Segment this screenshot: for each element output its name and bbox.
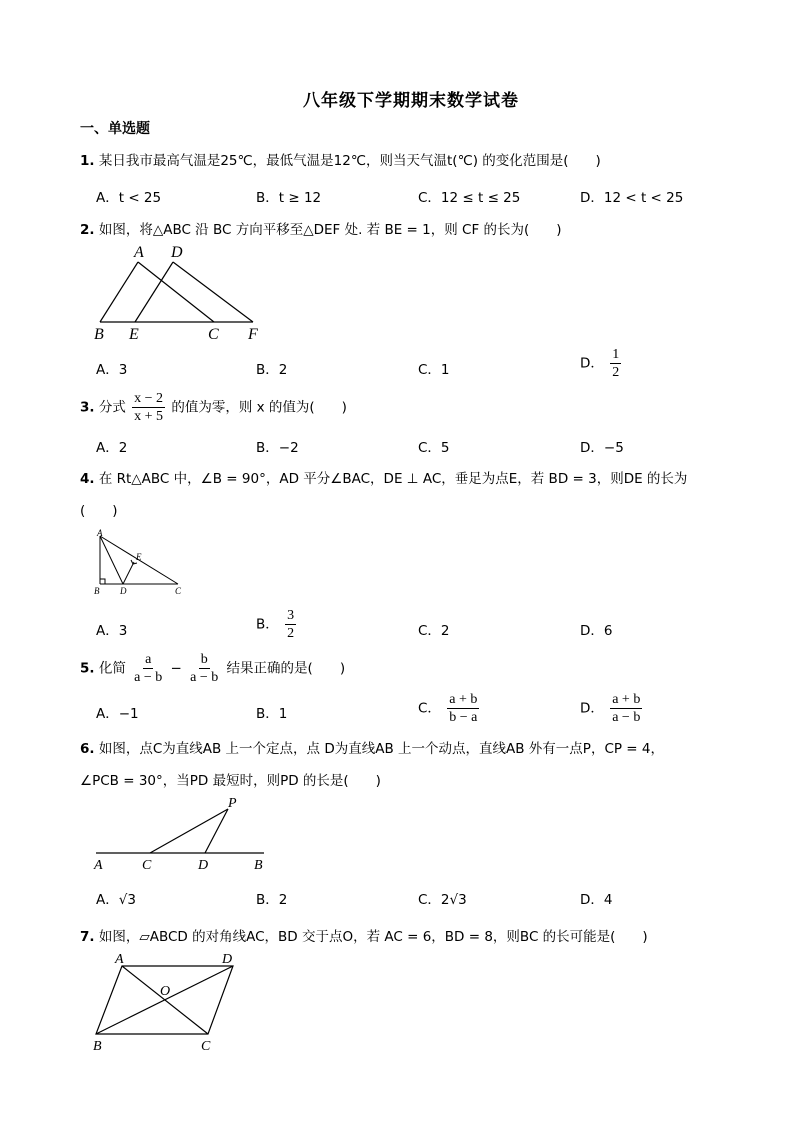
fraction-denominator: a − b: [612, 710, 641, 725]
label-d: D: [198, 858, 209, 873]
triangle-translation-figure: [90, 242, 270, 344]
question-2: [80, 218, 562, 238]
right-triangle-figure: [90, 528, 190, 598]
fraction-numerator: b: [200, 652, 208, 667]
label-c: C: [142, 858, 152, 873]
page-title: 八年级下学期期末数学试卷: [303, 91, 519, 111]
question-number: 7.: [80, 929, 95, 945]
q2-option-c: C．1: [418, 362, 450, 378]
fraction-numerator: 1: [612, 347, 620, 362]
q2-option-a: A．3: [96, 362, 128, 378]
section-heading: 一、单选题: [80, 121, 150, 137]
label-a: A: [97, 528, 103, 538]
fraction-denominator: 2: [612, 365, 620, 380]
question-text: 如图，▱ABCD 的对角线AC，BD 交于点O，若 AC = 6，BD = 8，则BC 的长可能是( ): [98, 929, 648, 945]
question-number: 3.: [80, 399, 95, 416]
label-f: F: [248, 326, 258, 343]
question-4-continuation: ( ): [80, 503, 118, 519]
q1-option-d: D．12 < t < 25: [580, 190, 684, 206]
label-c: C: [201, 1039, 211, 1054]
parallelogram-figure: [88, 950, 242, 1054]
q3-option-d: D．−5: [580, 440, 624, 456]
q2-option-d: [580, 346, 623, 381]
question-3: [80, 390, 347, 425]
fraction-denominator: b − a: [449, 710, 478, 725]
question-7: [80, 925, 648, 945]
fraction: [285, 607, 296, 642]
q6-option-a: A．√3: [96, 892, 136, 908]
q5-option-a: A．−1: [96, 706, 139, 722]
fraction-denominator: x + 5: [134, 409, 164, 424]
fraction-denominator: 2: [287, 626, 295, 641]
label-a: A: [94, 858, 103, 873]
label-d: D: [171, 244, 183, 261]
label-o: O: [160, 984, 171, 999]
question-number: 5.: [80, 660, 95, 677]
option-label: D．: [580, 355, 604, 372]
q4-option-d: D．6: [580, 623, 613, 639]
q1-option-b: B．t ≥ 12: [256, 190, 322, 206]
q1-option-c: C．12 ≤ t ≤ 25: [418, 190, 521, 206]
label-a: A: [134, 244, 144, 261]
q2-option-b: B．2: [256, 362, 288, 378]
q3-option-b: B．−2: [256, 440, 299, 456]
fraction: [447, 691, 479, 726]
label-c: C: [208, 326, 219, 343]
question-prefix: 化简: [98, 660, 126, 677]
fraction: [132, 651, 164, 686]
label-e: E: [136, 552, 142, 562]
fraction-numerator: a + b: [612, 692, 641, 707]
question-6-continuation: ∠PCB = 30°，当PD 最短时，则PD 的长是( ): [80, 773, 381, 789]
q5-option-d: [580, 691, 644, 726]
q5-option-b: B．1: [256, 706, 288, 722]
question-number: 1.: [80, 153, 95, 169]
q3-option-a: A．2: [96, 440, 128, 456]
question-4: [80, 467, 687, 487]
line-point-figure: [88, 795, 272, 877]
question-number: 6.: [80, 741, 95, 757]
fraction-numerator: 3: [287, 608, 295, 623]
label-a: A: [115, 952, 124, 967]
q4-option-b: [256, 607, 298, 642]
fraction-numerator: a: [145, 652, 152, 667]
q6-option-b: B．2: [256, 892, 288, 908]
question-text: 在 Rt△ABC 中，∠B = 90°，AD 平分∠BAC，DE ⊥ AC，垂足为点E，若 BD = 3，则DE 的长为: [98, 471, 688, 487]
q4-option-c: C．2: [418, 623, 450, 639]
question-suffix: 的值为零，则 x 的值为( ): [171, 399, 347, 416]
label-b: B: [93, 1039, 102, 1054]
fraction: [610, 691, 642, 726]
option-label: B．: [256, 616, 279, 633]
q1-option-a: A．t < 25: [96, 190, 162, 206]
label-e: E: [129, 326, 139, 343]
label-d: D: [222, 952, 233, 967]
q4-option-a: A．3: [96, 623, 128, 639]
question-6: [80, 737, 664, 757]
q6-option-c: C．2√3: [418, 892, 467, 908]
q3-option-c: C．5: [418, 440, 450, 456]
fraction-numerator: a + b: [449, 692, 478, 707]
option-label: C．: [418, 700, 441, 717]
question-text: 某日我市最高气温是25℃，最低气温是12℃，则当天气温t(℃) 的变化范围是( ): [98, 153, 601, 169]
label-b: B: [254, 858, 263, 873]
fraction: [188, 651, 220, 686]
option-label: D．: [580, 700, 604, 717]
question-text: 如图，点C为直线AB 上一个定点，点 D为直线AB 上一个动点，直线AB 外有一点P，CP = 4，: [98, 741, 664, 757]
minus-sign: −: [170, 660, 182, 677]
label-b: B: [94, 326, 104, 343]
fraction: [610, 346, 621, 381]
label-b: B: [94, 586, 100, 596]
question-number: 4.: [80, 471, 95, 487]
label-p: P: [228, 796, 237, 811]
question-1: [80, 149, 601, 169]
question-number: 2.: [80, 222, 95, 238]
question-prefix: 分式: [98, 399, 126, 416]
fraction-numerator: x − 2: [134, 391, 164, 406]
q6-option-d: D．4: [580, 892, 613, 908]
q5-option-c: [418, 691, 481, 726]
label-d: D: [120, 586, 127, 596]
question-suffix: 结果正确的是( ): [226, 660, 346, 677]
fraction-denominator: a − b: [190, 670, 219, 685]
fraction-denominator: a − b: [134, 670, 163, 685]
question-text: 如图，将△ABC 沿 BC 方向平移至△DEF 处. 若 BE = 1，则 CF 的长为( ): [98, 222, 562, 238]
fraction: [132, 390, 165, 425]
question-5: [80, 651, 345, 686]
label-c: C: [175, 586, 182, 596]
